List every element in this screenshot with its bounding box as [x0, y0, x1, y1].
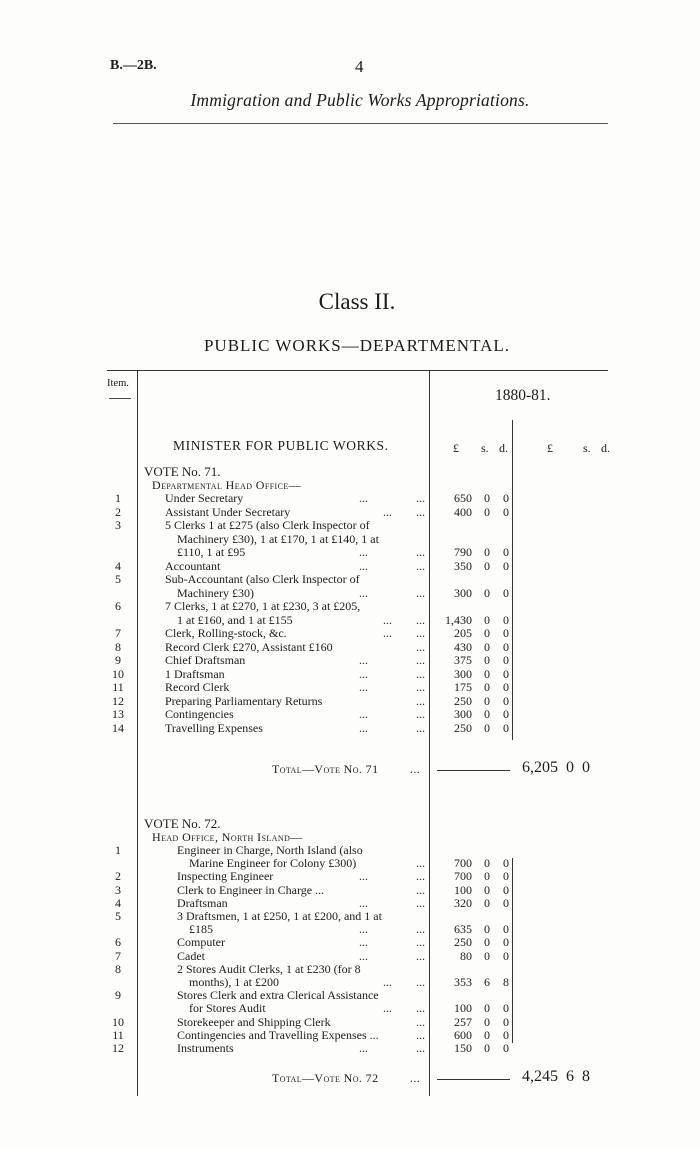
item-number: 1 — [115, 491, 121, 505]
item-number: 4 — [115, 895, 121, 910]
amount-pence: 0 — [503, 680, 509, 694]
amount-pence: 8 — [503, 974, 509, 989]
item-number: 14 — [112, 720, 124, 735]
amount-shillings: 0 — [484, 882, 490, 897]
amount-shillings: 0 — [484, 666, 490, 681]
item-number: 11 — [112, 680, 124, 694]
amount-pence: 0 — [503, 869, 509, 884]
item-description: Travelling Expenses — [165, 720, 263, 735]
item-description: Inspecting Engineer — [177, 869, 274, 884]
item-number: 5 — [115, 572, 121, 586]
leader-dots: ... ... — [359, 869, 425, 884]
amount-pounds: 350 — [454, 558, 472, 573]
amount-shillings: 0 — [484, 895, 490, 910]
minister-heading: MINISTER FOR PUBLIC WORKS. — [173, 438, 389, 453]
amount-pence: 0 — [503, 1014, 509, 1029]
table-row — [0, 519, 700, 560]
table-row — [0, 989, 700, 1015]
amount-shillings: 0 — [484, 1027, 490, 1042]
leader-dots: ... — [416, 882, 425, 897]
leader-dots: ... ... — [359, 720, 425, 735]
vote-71-total-label: Total—Vote No. 71 — [272, 762, 379, 776]
document-reference: B.—2B. — [110, 58, 157, 73]
amount-pounds: 80 — [460, 948, 472, 963]
table-row — [0, 708, 700, 722]
item-number: 4 — [115, 558, 121, 573]
amount-shillings: 0 — [484, 707, 490, 721]
item-description: Marine Engineer for Colony £300) — [189, 856, 357, 871]
table-row — [0, 1016, 700, 1029]
table-row — [0, 844, 700, 870]
item-number: 3 — [115, 518, 121, 532]
leader-dots: ... — [416, 1014, 425, 1029]
item-number: 9 — [115, 653, 121, 667]
amount-pounds: 250 — [454, 935, 472, 950]
financial-year: 1880-81. — [495, 387, 551, 404]
item-number: 2 — [115, 504, 121, 519]
item-description: Clerk to Engineer in Charge ... — [177, 882, 325, 897]
item-description: months), 1 at £200 — [189, 974, 279, 989]
item-number: 10 — [112, 1014, 124, 1029]
item-description: for Stores Audit — [189, 1001, 266, 1016]
leader-dots: ... ... — [359, 558, 425, 573]
vote-71-total-dots: ... — [410, 762, 421, 776]
item-description: Contingencies and Travelling Expenses ... — [177, 1027, 379, 1042]
vote-72-total-amount: 4,245 6 8 — [522, 1068, 590, 1085]
item-description: Machinery £30), 1 at £170, 1 at £140, 1 at — [177, 531, 379, 546]
table-row — [0, 695, 700, 709]
amount-shillings: 0 — [484, 1014, 490, 1029]
item-description: 5 Clerks 1 at £275 (also Clerk Inspector of — [165, 518, 370, 532]
item-description: Chief Draftsman — [165, 653, 246, 667]
amount-shillings: 0 — [484, 720, 490, 735]
amount-shillings: 0 — [484, 653, 490, 667]
amount-pence: 0 — [503, 707, 509, 721]
pounds-header: £ — [453, 441, 459, 455]
item-description: Machinery £30) — [177, 585, 254, 600]
amount-pounds: 790 — [454, 545, 472, 559]
amount-pounds: 650 — [454, 491, 472, 505]
leader-dots: ... ... — [359, 585, 425, 600]
amount-shillings: 0 — [484, 1001, 490, 1016]
amount-pence: 0 — [503, 720, 509, 735]
leader-dots: ... — [416, 1027, 425, 1042]
table-top-rule — [107, 370, 608, 371]
item-description: Accountant — [165, 558, 221, 573]
item-description: Computer — [177, 935, 225, 950]
table-row — [0, 641, 700, 655]
amount-pounds: 375 — [454, 653, 472, 667]
leader-dots: ... ... — [359, 707, 425, 721]
leader-dots: ... ... — [383, 974, 425, 989]
item-description: £110, 1 at £95 — [177, 545, 246, 559]
amount-pounds: 700 — [454, 856, 472, 871]
amount-pounds: 250 — [454, 693, 472, 708]
amount-shillings: 0 — [484, 612, 490, 627]
item-number: 6 — [115, 599, 121, 613]
item-number: 10 — [112, 666, 124, 681]
amount-shillings: 0 — [484, 626, 490, 640]
table-row — [0, 897, 700, 910]
table-row — [0, 681, 700, 695]
amount-pence: 0 — [503, 504, 509, 519]
amount-shillings: 0 — [484, 680, 490, 694]
table-row — [0, 884, 700, 897]
amount-pence: 0 — [503, 935, 509, 950]
amount-pounds: 635 — [454, 922, 472, 937]
item-description: Instruments — [177, 1041, 234, 1055]
amount-shillings: 6 — [484, 974, 490, 989]
table-row — [0, 506, 700, 520]
leader-dots: ... ... — [383, 612, 425, 627]
table-row — [0, 936, 700, 949]
amount-shillings: 0 — [484, 504, 490, 519]
item-description: Draftsman — [177, 895, 228, 910]
leader-dots: ... ... — [383, 626, 425, 640]
table-row — [0, 627, 700, 641]
item-number: 13 — [112, 707, 124, 721]
amount-pounds: 1,430 — [445, 612, 472, 627]
amount-pence: 0 — [503, 585, 509, 600]
item-header-underline — [109, 398, 131, 399]
table-row — [0, 963, 700, 989]
amount-pence: 0 — [503, 922, 509, 937]
amount-pence: 0 — [503, 1041, 509, 1055]
amount-pounds: 257 — [454, 1014, 472, 1029]
item-description: Sub-Accountant (also Clerk Inspector of — [165, 572, 360, 586]
item-number: 6 — [115, 935, 121, 950]
item-number: 7 — [115, 948, 121, 963]
amount-pence: 0 — [503, 1001, 509, 1016]
amount-pounds: 300 — [454, 666, 472, 681]
table-row — [0, 668, 700, 682]
table-row — [0, 722, 700, 736]
leader-dots: ... ... — [359, 545, 425, 559]
amount-shillings: 0 — [484, 585, 490, 600]
item-number: 12 — [112, 693, 124, 708]
vote-72-total-dash — [437, 1079, 510, 1080]
table-row — [0, 573, 700, 600]
vote-71-total-dash — [437, 770, 510, 771]
vote-72-total-dots: ... — [410, 1071, 421, 1085]
table-row — [0, 492, 700, 506]
item-description: Storekeeper and Shipping Clerk — [177, 1014, 331, 1029]
amount-pence: 0 — [503, 666, 509, 681]
leader-dots: ... ... — [359, 895, 425, 910]
amount-shillings: 0 — [484, 693, 490, 708]
amount-shillings: 0 — [484, 869, 490, 884]
item-description: Clerk, Rolling-stock, &c. — [165, 626, 287, 640]
item-number: 12 — [112, 1041, 124, 1055]
item-description: 7 Clerks, 1 at £270, 1 at £230, 3 at £205, — [165, 599, 361, 613]
amount-shillings: 0 — [484, 491, 490, 505]
amount-shillings: 0 — [484, 1041, 490, 1055]
table-row — [0, 560, 700, 574]
item-column-header: Item. — [107, 378, 129, 389]
amount-shillings: 0 — [484, 935, 490, 950]
amount-pounds: 300 — [454, 707, 472, 721]
vote-71-total-amount: 6,205 0 0 — [522, 759, 590, 776]
amount-pounds: 600 — [454, 1027, 472, 1042]
amount-shillings: 0 — [484, 545, 490, 559]
item-number: 11 — [112, 1027, 124, 1042]
amount-pounds: 250 — [454, 720, 472, 735]
table-row — [0, 870, 700, 883]
item-description: Preparing Parliamentary Returns — [165, 693, 323, 708]
amount-pounds: 300 — [454, 585, 472, 600]
amount-pence: 0 — [503, 882, 509, 897]
leader-dots: ... — [416, 693, 425, 708]
item-description: Under Secretary — [165, 491, 244, 505]
vote-71-subhead: Departmental Head Office— — [152, 478, 302, 492]
leader-dots: ... ... — [359, 653, 425, 667]
pence-header: d. — [499, 441, 508, 455]
running-title: Immigration and Public Works Appropriations. — [190, 90, 530, 110]
vote-72-subhead: Head Office, North Island— — [152, 830, 303, 844]
amount-pence: 0 — [503, 693, 509, 708]
vote-72-title: VOTE No. 72. — [144, 816, 221, 831]
amount-pounds: 700 — [454, 869, 472, 884]
amount-pence: 0 — [503, 612, 509, 627]
shillings-header: s. — [481, 441, 489, 455]
item-description: Record Clerk £270, Assistant £160 — [165, 639, 333, 654]
amount-pounds: 150 — [454, 1041, 472, 1055]
leader-dots: ... — [416, 639, 425, 654]
amount-pence: 0 — [503, 895, 509, 910]
table-row — [0, 600, 700, 627]
amount-pounds: 400 — [454, 504, 472, 519]
item-number: 5 — [115, 909, 121, 923]
table-row — [0, 1029, 700, 1042]
amount-pence: 0 — [503, 1027, 509, 1042]
amount-pence: 0 — [503, 545, 509, 559]
item-description: Record Clerk — [165, 680, 230, 694]
table-row — [0, 1042, 700, 1055]
class-subtitle: PUBLIC WORKS—DEPARTMENTAL. — [203, 336, 511, 355]
leader-dots: ... ... — [359, 1041, 425, 1055]
item-number: 9 — [115, 988, 121, 1003]
item-description: £185 — [189, 922, 213, 937]
vote-71-title: VOTE No. 71. — [144, 464, 221, 479]
leader-dots: ... ... — [359, 922, 425, 937]
total-shillings-header: s. — [583, 441, 591, 455]
item-description: Contingencies — [165, 707, 234, 721]
item-description: Engineer in Charge, North Island (also — [177, 843, 363, 857]
leader-dots: ... ... — [359, 948, 425, 963]
table-row — [0, 654, 700, 668]
item-number: 8 — [115, 961, 121, 976]
class-title: Class II. — [318, 289, 396, 314]
amount-pence: 0 — [503, 948, 509, 963]
item-number: 8 — [115, 639, 121, 654]
leader-dots: ... ... — [383, 504, 425, 519]
item-description: Stores Clerk and extra Clerical Assistance — [177, 988, 379, 1003]
total-pence-header: d. — [601, 441, 610, 455]
amount-shillings: 0 — [484, 856, 490, 871]
item-number: 7 — [115, 626, 121, 640]
leader-dots: ... ... — [359, 491, 425, 505]
amount-pence: 0 — [503, 491, 509, 505]
item-description: Cadet — [177, 948, 205, 963]
page-number: 4 — [355, 57, 364, 76]
leader-dots: ... ... — [359, 935, 425, 950]
amount-pounds: 430 — [454, 639, 472, 654]
item-description: 1 at £160, and 1 at £155 — [177, 612, 293, 627]
amount-shillings: 0 — [484, 558, 490, 573]
amount-shillings: 0 — [484, 922, 490, 937]
item-description: 1 Draftsman — [165, 666, 225, 681]
item-number: 2 — [115, 869, 121, 884]
amount-pence: 0 — [503, 639, 509, 654]
amount-pounds: 100 — [454, 882, 472, 897]
leader-dots: ... ... — [359, 666, 425, 681]
amount-pounds: 205 — [454, 626, 472, 640]
amount-shillings: 0 — [484, 948, 490, 963]
leader-dots: ... — [416, 856, 425, 871]
total-pounds-header: £ — [547, 441, 553, 455]
leader-dots: ... ... — [383, 1001, 425, 1016]
leader-dots: ... ... — [359, 680, 425, 694]
amount-pounds: 353 — [454, 974, 472, 989]
item-description: Assistant Under Secretary — [165, 504, 291, 519]
amount-pence: 0 — [503, 558, 509, 573]
table-row — [0, 950, 700, 963]
amount-pounds: 320 — [454, 895, 472, 910]
item-description: 3 Draftsmen, 1 at £250, 1 at £200, and 1 at — [177, 909, 382, 923]
amount-pence: 0 — [503, 856, 509, 871]
amount-pence: 0 — [503, 626, 509, 640]
amount-pence: 0 — [503, 653, 509, 667]
amount-shillings: 0 — [484, 639, 490, 654]
header-rule — [113, 123, 608, 124]
amount-pounds: 100 — [454, 1001, 472, 1016]
table-row — [0, 910, 700, 936]
item-number: 3 — [115, 882, 121, 897]
item-number: 1 — [115, 843, 121, 857]
item-description: 2 Stores Audit Clerks, 1 at £230 (for 8 — [177, 961, 361, 976]
amount-pounds: 175 — [454, 680, 472, 694]
vote-72-total-label: Total—Vote No. 72 — [272, 1071, 379, 1085]
